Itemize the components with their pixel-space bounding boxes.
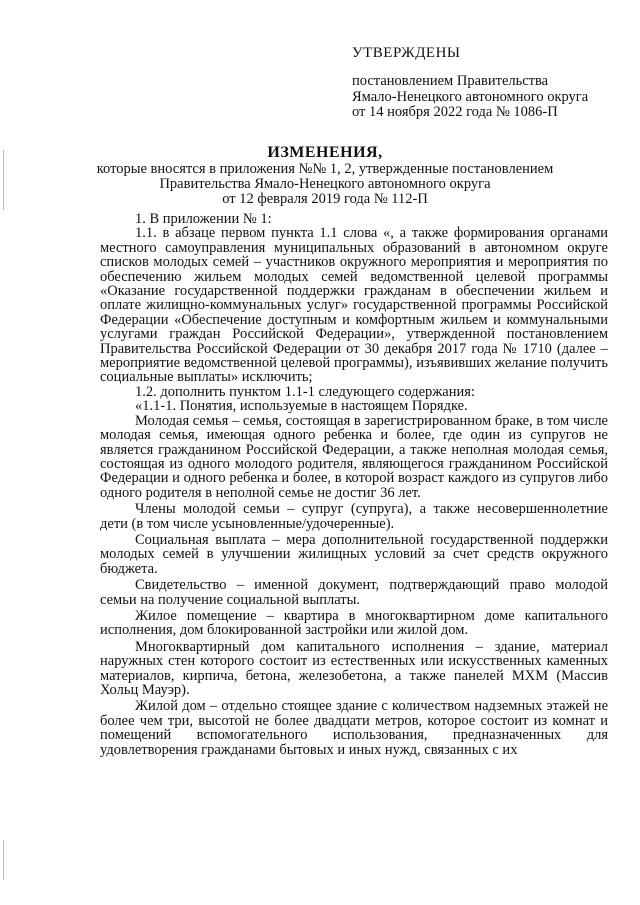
- approval-decree: [352, 74, 622, 121]
- document-title: ИЗМЕНЕНИЯ,: [267, 144, 383, 161]
- document-subtitle-line: которые вносятся в приложения №№ 1, 2, утвержденные постановлением: [96, 161, 554, 177]
- body-paragraph: Жилое помещение – квартира в многоквартирном доме капитального исполнения, дом блокированной застройки или жилой дом.: [100, 607, 608, 639]
- body-paragraph: Многоквартирный дом капитального исполнения – здание, материал наружных стен которого состоит из естественных или искусственных каменных материалов, кирпича, бетона, железобетона, а также панелей МХМ (Массив Хольц Мауэр).: [100, 638, 608, 698]
- approval-decree-line: от 14 ноября 2022 года № 1086-П: [352, 104, 558, 120]
- document-subtitle-line: Правительства Ямало-Ненецкого автономного округа: [159, 176, 491, 192]
- approval-decree-line: Ямало-Ненецкого автономного округа: [352, 88, 589, 105]
- body-paragraph: Социальная выплата – мера дополнительной государственной поддержки молодых семей в улучшении жилищных условий за счет средств окружного бюджета.: [100, 531, 608, 577]
- document-heading: [90, 144, 560, 207]
- body-paragraph: Свидетельство – именной документ, подтверждающий право молодой семьи на получение социальной выплаты.: [100, 577, 608, 608]
- document-subtitle-line: от 12 февраля 2019 года № 112-П: [222, 191, 428, 207]
- scan-edge-mark: [3, 150, 4, 210]
- body-paragraph: «1.1-1. Понятия, используемые в настоящем Порядке.: [135, 398, 468, 415]
- approval-stamp-title: УТВЕРЖДЕНЫ: [352, 45, 461, 61]
- body-paragraph: Жилой дом – отдельно стоящее здание с количеством надземных этажей не более чем три, высотой не более двадцати метров, которое состоит из комнат и помещений вспомогательного использования, предназначенных для удовлетворения гражданами бытовых и иных нужд, связанных с их: [100, 698, 608, 758]
- body-paragraph: 1.2. дополнить пунктом 1.1-1 следующего содержания:: [135, 383, 475, 400]
- approval-decree-line: постановлением Правительства: [352, 73, 549, 89]
- body-paragraph: 1. В приложении № 1:: [135, 211, 272, 227]
- scan-edge-mark: [3, 840, 4, 880]
- body-paragraph: Члены молодой семьи – супруг (супруга), а также несовершеннолетние дети (в том числе усыновленные/удочеренные).: [100, 501, 608, 532]
- document-body: [100, 212, 608, 757]
- body-paragraph: 1.1. в абзаце первом пункта 1.1 слова «, а также формирования органами местного самоуправления муниципальных образований в автономном округе списков молодых семей – участников окружного мероприятия и мероприятия по обеспечению жильем молодых семей ведомственной целевой программы «Оказание государственной поддержки гражданам в обеспечении жильем и оплате жилищно-коммунальных услуг» государственной программы Российской Федерации «Обеспечение доступным и комфортным жильем и коммунальными услугами граждан Российской Федерации», утвержденной постановлением Правительства Российской Федерации от 30 декабря 2017 года № 1710 (далее – мероприятие ведомственной целевой программы), изъявивших желание получить социальные выплаты» исключить;: [100, 225, 608, 386]
- body-paragraph: Молодая семья – семья, состоящая в зарегистрированном браке, в том числе молодая семья, имеющая одного ребенка и более, где один из супругов не является гражданином Российской Федерации, а также неполная молодая семья, состоящая из одного молодого родителя, являющегося гражданином Российской Федерации и одного ребенка и более, в которой возраст каждого из супругов либо одного родителя в неполной семье не достиг 36 лет.: [100, 412, 608, 501]
